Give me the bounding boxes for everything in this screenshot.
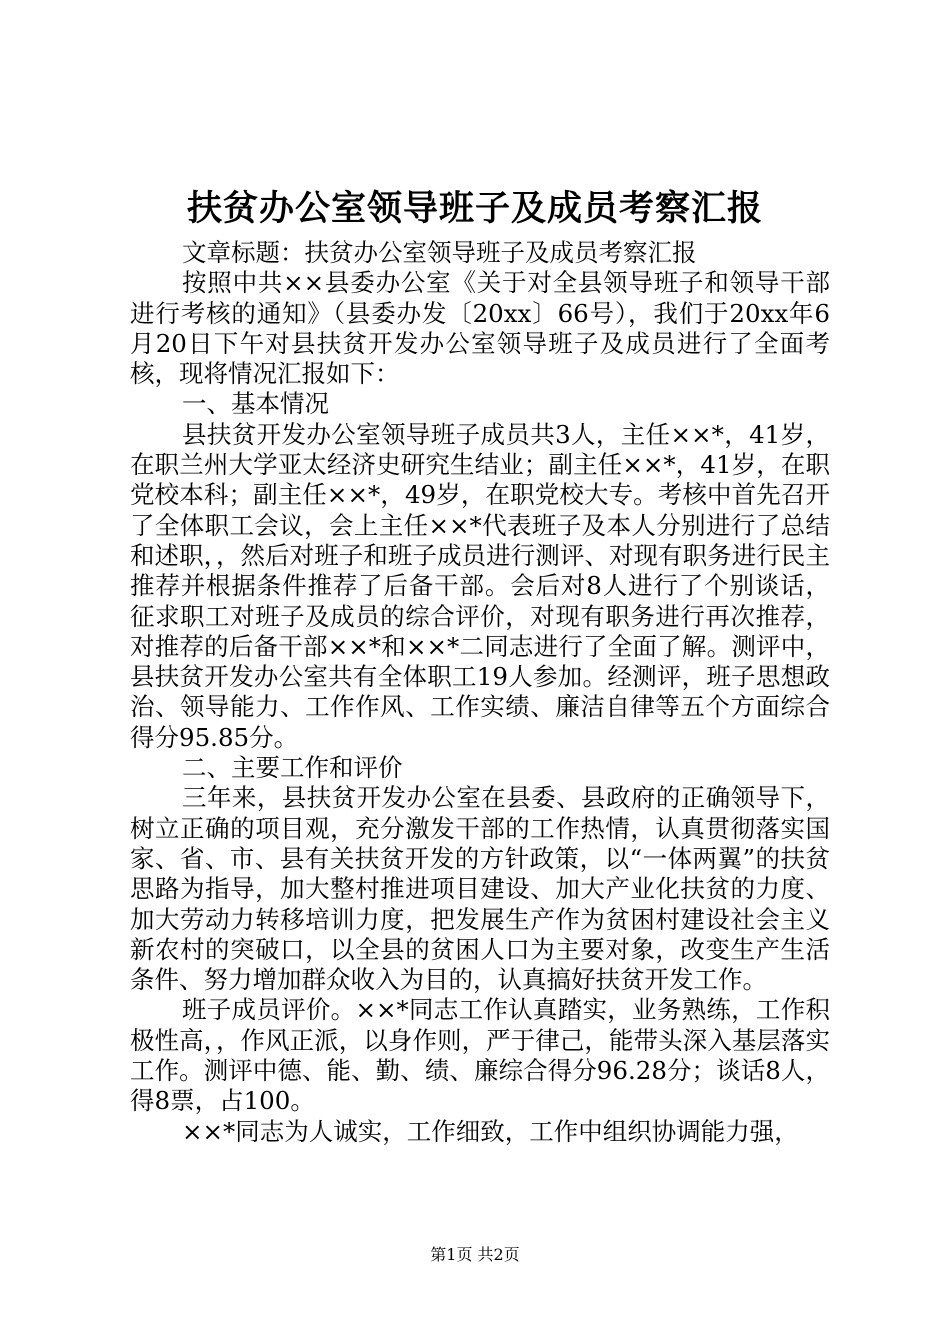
document-body: [130, 238, 830, 1147]
intro-paragraph: 按照中共××县委办公室《关于对全县领导班子和领导干部进行考核的通知》（县委办发〔20xx〕66号），我们于20xx年6月20日下午对县扶贫开发办公室领导班子及成员进行了全面考核，现将情况汇报如下：: [130, 268, 830, 389]
article-title-line: 文章标题：扶贫办公室领导班子及成员考察汇报: [182, 238, 697, 267]
basic-situation-paragraph: 县扶贫开发办公室领导班子成员共3人，主任××*，41岁，在职兰州大学亚太经济史研究生结业；副主任××*，41岁，在职党校本科；副主任××*，49岁，在职党校大专。考核中首先召开了全体职工会议，会上主任××*代表班子及本人分别进行了总结和述职，，然后对班子和班子成员进行测评、对现有职务进行民主推荐并根据条件推荐了后备干部。会后对8人进行了个别谈话，征求职工对班子及成员的综合评价，对现有职务进行再次推荐，对推荐的后备干部××*和××*二同志进行了全面了解。测评中，县扶贫开发办公室共有全体职工19人参加。经测评，班子思想政治、领导能力、工作作风、工作实绩、廉洁自律等五个方面综合得分95.85分。: [130, 419, 830, 752]
section-heading-basic-situation: 一、基本情况: [182, 389, 329, 419]
member-evaluation-continued-paragraph: ××*同志为人诚实，工作细致，工作中组织协调能力强，: [182, 1116, 799, 1146]
main-work-paragraph: 三年来，县扶贫开发办公室在县委、县政府的正确领导下，树立正确的项目观，充分激发干部的工作热情，认真贯彻落实国家、省、市、县有关扶贫开发的方针政策，以“一体两翼”的扶贫思路为指导，加大整村推进项目建设、加大产业化扶贫的力度、加大劳动力转移培训力度，把发展生产作为贫困村建设社会主义新农村的突破口，以全县的贫困人口为主要对象，改变生产生活条件、努力增加群众收入为目的，认真搞好扶贫开发工作。: [130, 783, 830, 995]
section-heading-main-work: 二、主要工作和评价: [182, 753, 403, 783]
member-evaluation-paragraph: 班子成员评价。××*同志工作认真踏实，业务熟练，工作积极性高，，作风正派，以身作则，严于律己，能带头深入基层落实工作。测评中德、能、勤、绩、廉综合得分96.28分；谈话8人，得8票，占100。: [130, 995, 830, 1116]
page-footer: 第1页 共2页: [430, 1245, 520, 1264]
document-title: 扶贫办公室领导班子及成员考察汇报: [186, 188, 763, 229]
